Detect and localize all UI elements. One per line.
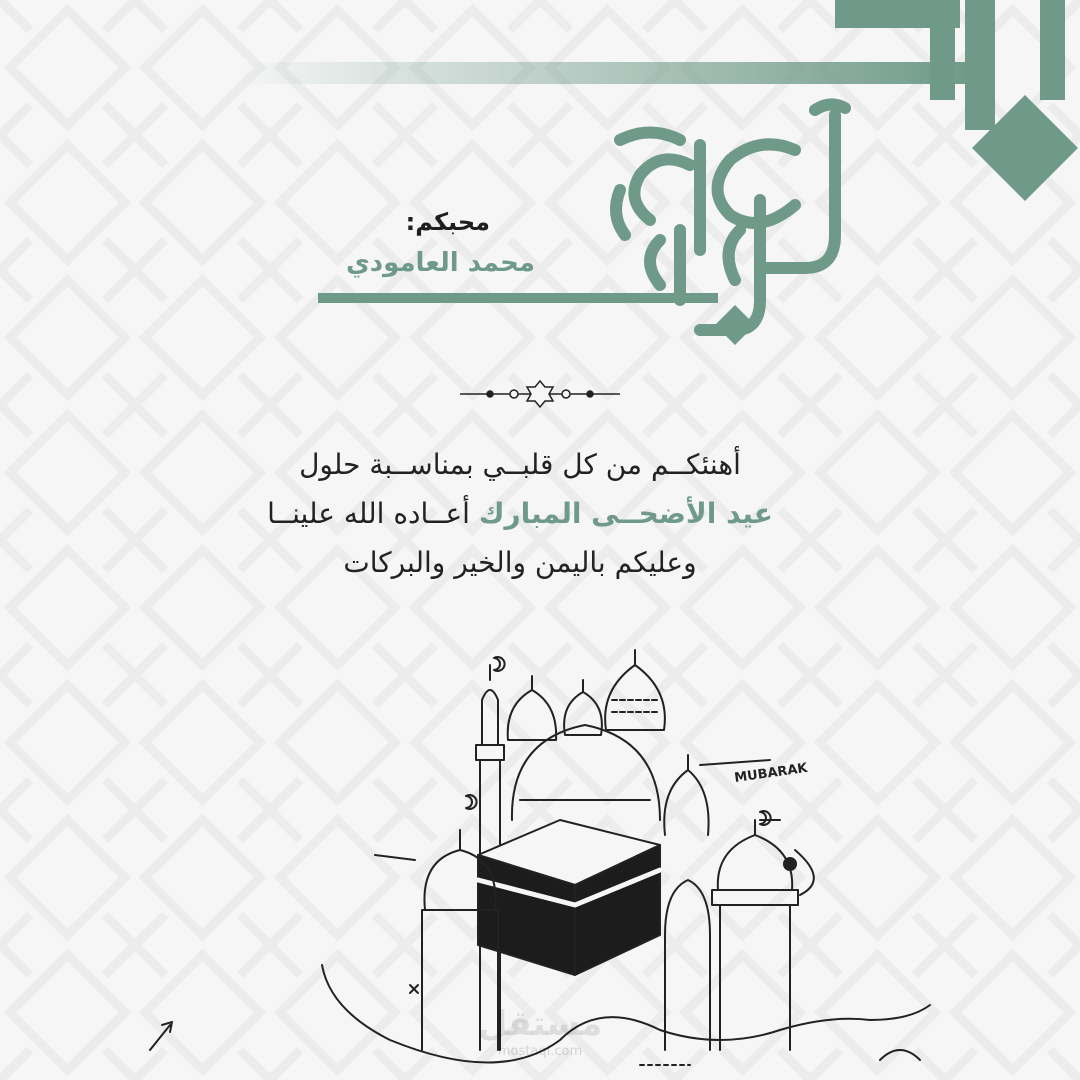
greeting-line-1: أهنئكــم من كل قلبــي بمناســبة حلول xyxy=(299,448,741,481)
greeting-line-2-rest: أعــاده الله علينــا xyxy=(267,497,479,530)
watermark-arabic: مستقل xyxy=(477,1004,603,1044)
watermark-latin: mostaql.com xyxy=(497,1044,583,1059)
greeting-line-2 xyxy=(250,489,790,538)
credit-name: محمد العامودي xyxy=(345,248,535,278)
greeting-line-3: وعليكم باليمن والخير والبركات xyxy=(343,546,697,579)
mubarak-badge: MUBARAK xyxy=(733,760,809,786)
greeting-highlight: عيد الأضحــى المبارك xyxy=(478,497,773,530)
greeting-message xyxy=(250,440,790,587)
credit-label: محبكم: xyxy=(405,208,490,236)
